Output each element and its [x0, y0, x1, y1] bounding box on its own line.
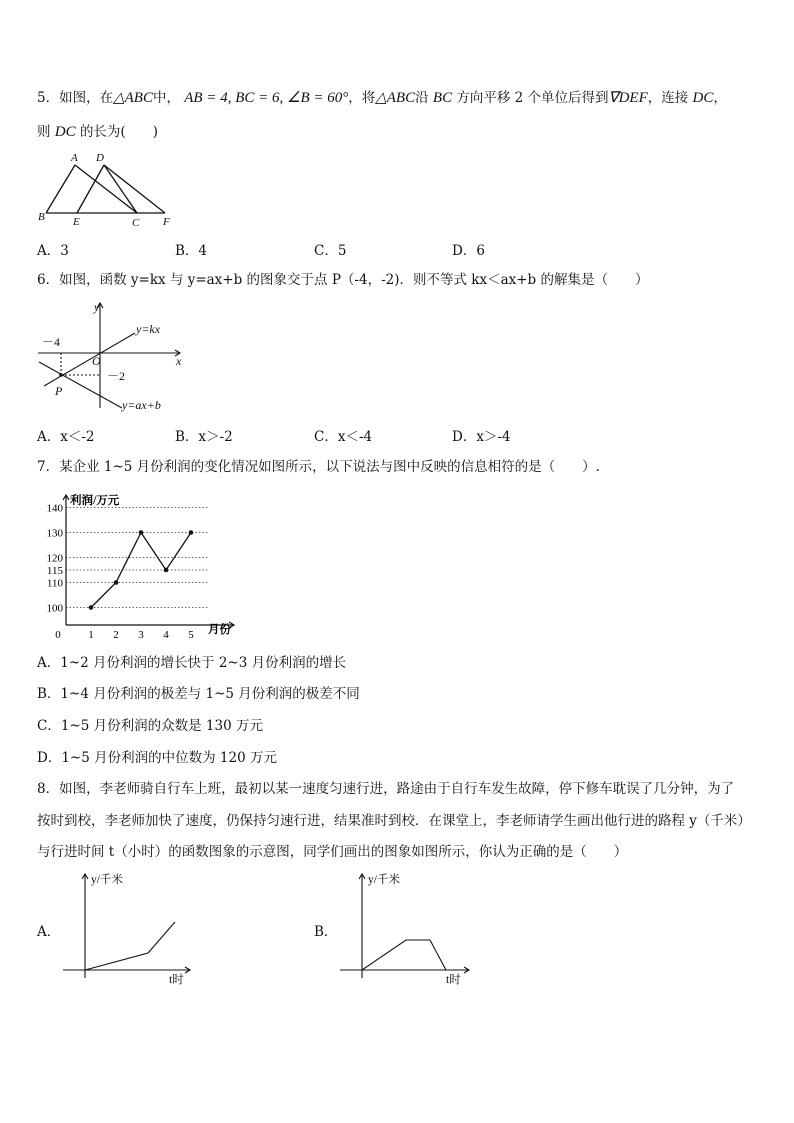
chart-y-ticks — [47, 503, 64, 615]
q6-label-y: y — [94, 300, 100, 314]
q5-stem-prefix: 5．如图，在 — [37, 90, 114, 106]
q5-triangle-def: ∇DEF — [608, 90, 648, 106]
chart-point-month-5 — [189, 530, 194, 535]
chart-x-tick-5: 5 — [188, 629, 194, 641]
q5-triangle-abc: △ABC — [113, 90, 153, 106]
q5-label-c: C — [132, 217, 140, 229]
chart-y-label: 利润/万元 — [70, 495, 120, 507]
q7-stem: 7．某企业 1~5 月份利润的变化情况如图所示，以下说法与图中反映的信息相符的是（ ）. — [37, 459, 600, 475]
q5-bc: BC — [432, 90, 453, 106]
q6-option-d[interactable]: D．x＞-4 — [452, 429, 511, 445]
q5-option-d[interactable]: D．6 — [452, 243, 485, 259]
chart-y-tick-110: 110 — [46, 577, 63, 590]
q6-label-neg4: －4 — [42, 335, 61, 349]
chart-y-tick-140: 140 — [46, 502, 63, 515]
q5-side-ab — [46, 165, 75, 213]
q6-option-b[interactable]: B．x＞-2 — [175, 429, 233, 445]
chart-y-tick-130: 130 — [46, 527, 63, 540]
q5-stem-line1 — [37, 88, 727, 108]
q5-dc: DC — [692, 90, 714, 106]
q6-stem: 6．如图，函数 y=kx 与 y=ax+b 的图象交于点 P（-4，-2)．则不等式 kx＜ax+b 的解集是（ ） — [37, 272, 649, 288]
q6-label-kx: y=kx — [136, 322, 161, 336]
q8b-curve — [362, 940, 446, 970]
chart-x-label: 月份 — [208, 624, 231, 636]
q5-stem-mid4: 方向平移 2 个单位后得到 — [456, 90, 609, 106]
q5-figure — [30, 150, 180, 230]
chart-x-tick-1: 1 — [88, 629, 94, 641]
chart-x-tick-2: 2 — [113, 629, 119, 641]
q5-stem-line2-prefix: 则 — [37, 124, 51, 140]
chart-y-tick-120: 120 — [46, 552, 63, 565]
q5-side-ac — [75, 165, 137, 213]
q6-option-c[interactable]: C．x＜-4 — [314, 429, 373, 445]
q5-side-df — [104, 165, 165, 213]
chart-point-month-1 — [89, 605, 94, 610]
chart-y-tick-115: 115 — [46, 565, 63, 577]
chart-point-month-2 — [114, 580, 119, 585]
q8-stem-line3: 与行进时间 t（小时）的函数图象的示意图，同学们画出的图象如图所示，你认为正确的是（ ） — [37, 844, 628, 860]
q8-graph-b[interactable] — [332, 870, 492, 990]
q6-option-a[interactable]: A．x＜-2 — [37, 429, 95, 445]
chart-point-month-3 — [139, 530, 144, 535]
q5-side-ed — [77, 165, 104, 213]
chart-point-month-4 — [164, 568, 169, 573]
q5-option-a[interactable]: A．3 — [37, 243, 69, 259]
q5-stem-line2-suffix: 的长为( ) — [79, 124, 158, 140]
q5-option-c[interactable]: C．5 — [314, 243, 347, 259]
q5-dc-2: DC — [54, 124, 76, 140]
chart-x-tick-4: 4 — [163, 629, 169, 641]
q8-stem-line2: 按时到校，李老师加快了速度，仍保持匀速行进，结果准时到校．在课堂上，李老师请学生画出他行进的路程 y（千米） — [37, 813, 751, 829]
q8a-x-label: t时 — [169, 974, 184, 986]
q7-option-a[interactable]: A．1~2 月份利润的增长快于 2~3 月份利润的增长 — [37, 655, 347, 671]
chart-x-tick-3: 3 — [138, 629, 144, 641]
q8-graph-a[interactable] — [55, 870, 215, 990]
q8-option-b-label[interactable]: B． — [314, 924, 338, 940]
q8a-y-label: y/千米 — [91, 874, 123, 886]
q8-stem-line1: 8．如图，李老师骑自行车上班，最初以某一速度匀速行进，路途由于自行车发生故障，停下修车耽误了几分钟，为了 — [37, 781, 735, 797]
q7-option-c[interactable]: C．1~5 月份利润的众数是 130 万元 — [37, 718, 263, 734]
q5-label-b: B — [38, 211, 45, 223]
q5-stem-mid3: 沿 — [415, 90, 429, 106]
q6-label-axb: y=ax+b — [122, 398, 161, 412]
q5-label-f: F — [163, 216, 170, 228]
chart-y-tick-100: 100 — [46, 602, 63, 615]
q6-label-p: P — [55, 384, 63, 398]
q7-option-d[interactable]: D．1~5 月份利润的中位数为 120 万元 — [37, 750, 277, 766]
q5-label-d: D — [96, 152, 104, 164]
q5-option-b[interactable]: B．4 — [175, 243, 208, 259]
q5-stem-mid1: 中， — [152, 90, 180, 106]
q6-figure — [30, 296, 200, 416]
q8b-y-label: y/千米 — [368, 874, 400, 886]
q5-label-a: A — [71, 152, 78, 164]
q8-option-a-label[interactable]: A． — [37, 924, 61, 940]
q5-stem-line2 — [37, 122, 158, 142]
q5-given-values: AB = 4, BC = 6, ∠B = 60° — [184, 90, 349, 106]
q7-profit-chart — [36, 490, 246, 640]
q5-stem-mid5: ，连接 — [647, 90, 689, 106]
chart-grid — [66, 508, 208, 608]
q6-label-x: x — [176, 354, 182, 368]
q5-stem-mid2: ，将 — [348, 90, 376, 106]
q5-label-e: E — [73, 216, 80, 228]
q6-point-p — [59, 373, 63, 377]
q8a-curve — [85, 922, 175, 970]
q5-triangle-abc-2: △ABC — [375, 90, 416, 106]
q5-stem-end1: ， — [713, 90, 727, 106]
q7-option-b[interactable]: B．1~4 月份利润的极差与 1~5 月份利润的极差不同 — [37, 686, 360, 702]
q5-segment-dc — [104, 165, 137, 213]
q8b-x-label: t时 — [446, 974, 461, 986]
chart-x-ticks — [55, 629, 194, 641]
q6-label-neg2: －2 — [107, 369, 126, 383]
chart-x-tick-0: 0 — [55, 629, 61, 641]
q6-label-origin: O — [92, 354, 101, 368]
